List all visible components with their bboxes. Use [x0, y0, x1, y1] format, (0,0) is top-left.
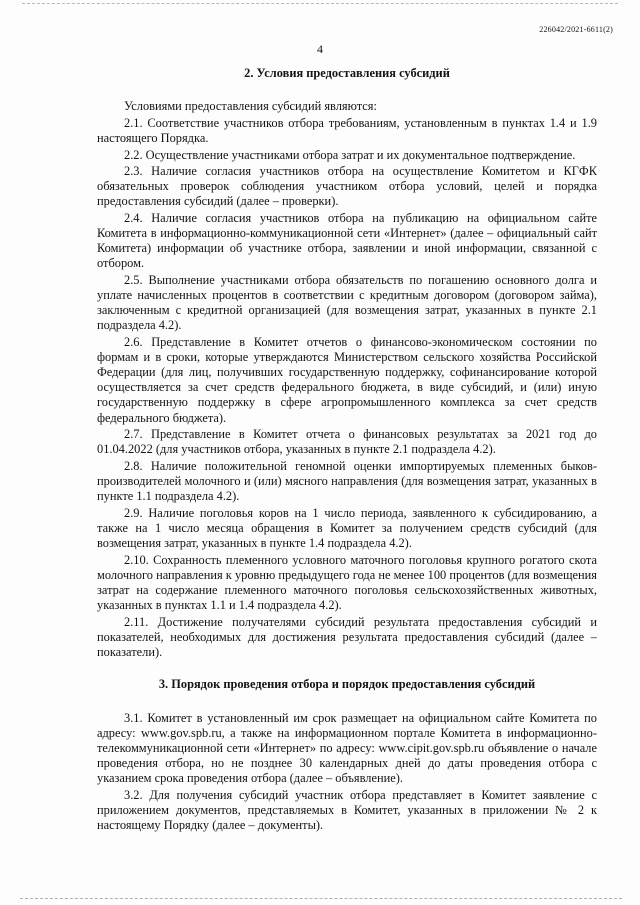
- paragraph-2-10: 2.10. Сохранность племенного условного маточного поголовья крупного рогатого скота молочного направления к уровню предыдущего года не менее 100 процентов (для возмещения затрат на содержание племенного маточного поголовья сельскохозяйственных животных, указанных в пунктах 1.1 и 1.4 подраздела 4.2).: [97, 552, 597, 613]
- paragraph-2-7: 2.7. Представление в Комитет отчета о финансовых результатах за 2021 год до 01.04.2022 (для участников отбора, указанных в пункте 2.1 подраздела 4.2).: [97, 427, 597, 457]
- paragraph-3-1: 3.1. Комитет в установленный им срок размещает на официальном сайте Комитета по адресу: www.gov.spb.ru, а также на информационном портале Комитета в информационно-телекоммуникационной сети «Интернет» по адресу: www.cipit.gov.spb.ru объявление о начале проведения отбора, но не позднее 30 календарных дней до даты проведения отбора с указанием срока проведения отбора (далее – объявление).: [97, 711, 597, 786]
- section-2-title: 2. Условия предоставления субсидий: [244, 66, 450, 80]
- paragraph-2-9: 2.9. Наличие поголовья коров на 1 число периода, заявленного к субсидированию, а также на 1 число месяца обращения в Комитет за получением средств субсидий (для возмещения затрат, указанных в пункте 1.4 подраздела 4.2).: [97, 505, 597, 551]
- paragraph-2-intro: Условиями предоставления субсидий являются:: [124, 99, 377, 114]
- paragraph-3-2: 3.2. Для получения субсидий участник отбора представляет в Комитет заявление с приложением документов, представляемых в Комитет, указанных в приложении № 2 к настоящему Порядку (далее – документы).: [97, 788, 597, 833]
- document-body: [97, 66, 597, 835]
- page-number: 4: [317, 42, 323, 56]
- bottom-scan-border: [20, 898, 622, 899]
- paragraph-2-1: 2.1. Соответствие участников отбора требованиям, установленным в пунктах 1.4 и 1.9 настоящего Порядка.: [97, 115, 597, 145]
- paragraph-2-3: 2.3. Наличие согласия участников отбора на осуществление Комитетом и КГФК обязательных проверок соблюдения участником отбора условий, целей и порядка предоставления субсидий (далее – проверки).: [97, 164, 597, 209]
- section-3-title: 3. Порядок проведения отбора и порядок предоставления субсидий: [158, 677, 536, 691]
- paragraph-2-6: 2.6. Представление в Комитет отчетов о финансово-экономическом состоянии по формам и в сроки, которые утверждаются Министерством сельского хозяйства Российской Федерации (для лиц, получивших государственную поддержку, софинансирование которой осуществляется за счет средств федерального бюджета, в виде субсидий, и (или) иную государственную поддержку в сфере агропромышленного комплекса за счет средств федерального бюджета).: [97, 335, 597, 425]
- document-registration-code: 226042/2021-6611(2): [539, 25, 613, 34]
- paragraph-2-8: 2.8. Наличие положительной геномной оценки импортируемых племенных быков-производителей молочного и (или) мясного направления (для возмещения затрат, указанных в пункте 1.1 подраздела 4.2).: [97, 459, 597, 504]
- paragraph-2-11: 2.11. Достижение получателями субсидий результата предоставления субсидий и показателей, необходимых для достижения результата предоставления субсидий (далее – показатели).: [97, 614, 597, 659]
- paragraph-2-4: 2.4. Наличие согласия участников отбора на публикацию на официальном сайте Комитета в информационно-коммуникационной сети «Интернет» (далее – официальный сайт Комитета) информации об участнике отбора, заявлении и иной информации, связанной с отбором.: [97, 211, 597, 271]
- paragraph-2-5: 2.5. Выполнение участниками отбора обязательств по погашению основного долга и уплате начисленных процентов в соответствии с кредитным договором (договором займа), заключенным с кредитной организацией (для возмещения затрат, указанных в пункте 2.1 подраздела 4.2).: [97, 273, 597, 333]
- top-scan-border: [22, 3, 618, 4]
- paragraph-2-2: 2.2. Осуществление участниками отбора затрат и их документальное подтверждение.: [124, 147, 576, 162]
